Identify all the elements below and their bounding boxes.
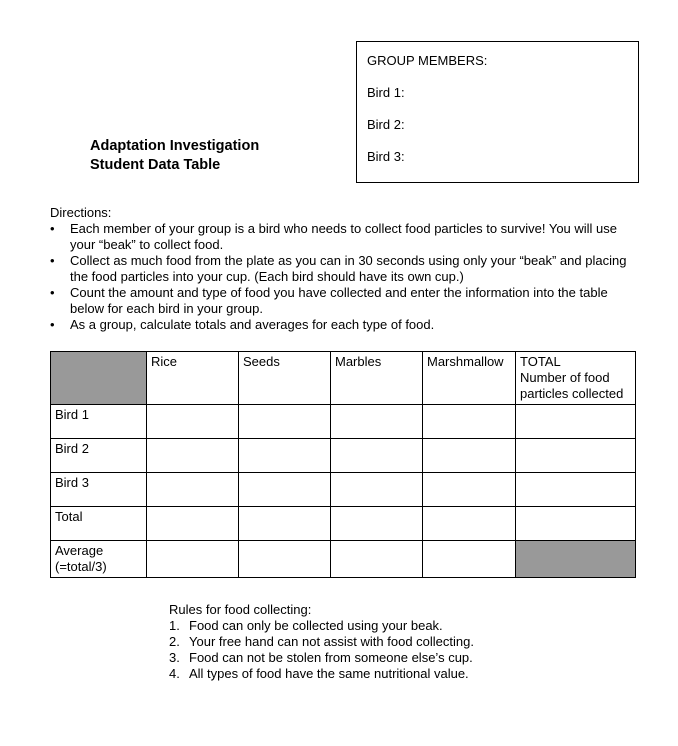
table-row: [51, 405, 636, 439]
rule-text: All types of food have the same nutritional value.: [189, 666, 469, 681]
table-row: [51, 507, 636, 541]
table-row: [51, 473, 636, 507]
rule-item: [169, 634, 474, 650]
data-cell[interactable]: [516, 439, 636, 473]
directions-heading: Directions:: [50, 205, 112, 220]
data-cell[interactable]: [331, 439, 423, 473]
rule-number: 1.: [169, 618, 180, 633]
row-label-total: Total: [51, 507, 147, 541]
header-rice: Rice: [147, 352, 239, 405]
data-cell[interactable]: [423, 405, 516, 439]
group-bird-3-label: Bird 3:: [367, 149, 405, 164]
bullet-icon: •: [50, 253, 55, 268]
header-total-title: TOTAL: [520, 354, 561, 369]
shaded-cell: [516, 541, 636, 578]
data-cell[interactable]: [516, 405, 636, 439]
rules-heading: Rules for food collecting:: [169, 602, 312, 617]
rule-number: 3.: [169, 650, 180, 665]
group-bird-2-label: Bird 2:: [367, 117, 405, 132]
rule-item: [169, 618, 474, 634]
data-cell[interactable]: [147, 473, 239, 507]
rules-list: [169, 618, 474, 682]
table-row: [51, 439, 636, 473]
group-members-box: [356, 41, 639, 183]
direction-text: Each member of your group is a bird who needs to collect food particles to survive! You will use your “beak” to collect food.: [70, 221, 618, 252]
table-header-row: [51, 352, 636, 405]
data-cell[interactable]: [147, 541, 239, 578]
average-label: Average: [55, 543, 104, 558]
data-cell[interactable]: [331, 507, 423, 541]
direction-item: [50, 285, 645, 317]
group-members-heading: GROUP MEMBERS:: [367, 53, 488, 68]
rules-section: [169, 602, 474, 682]
row-label-bird-2: Bird 2: [51, 439, 147, 473]
data-cell[interactable]: [147, 439, 239, 473]
direction-text: As a group, calculate totals and averages for each type of food.: [70, 317, 435, 332]
student-data-table: [50, 351, 636, 578]
table-row: [51, 541, 636, 578]
page-title: [90, 137, 259, 175]
data-cell[interactable]: [239, 473, 331, 507]
data-cell[interactable]: [331, 405, 423, 439]
rule-item: [169, 650, 474, 666]
data-cell[interactable]: [423, 541, 516, 578]
data-cell[interactable]: [239, 541, 331, 578]
data-cell[interactable]: [147, 507, 239, 541]
data-cell[interactable]: [331, 473, 423, 507]
directions-list: [50, 221, 645, 333]
rule-text: Food can only be collected using your beak.: [189, 618, 443, 633]
row-label-bird-3: Bird 3: [51, 473, 147, 507]
header-seeds: Seeds: [239, 352, 331, 405]
header-total: [516, 352, 636, 405]
header-marshmallow: Marshmallow: [423, 352, 516, 405]
rule-text: Food can not be stolen from someone else’s cup.: [189, 650, 473, 665]
group-bird-1-label: Bird 1:: [367, 85, 405, 100]
data-cell[interactable]: [239, 507, 331, 541]
bullet-icon: •: [50, 317, 55, 332]
directions-section: [50, 205, 645, 333]
title-line-1: Adaptation Investigation: [90, 138, 260, 154]
data-cell[interactable]: [516, 507, 636, 541]
row-label-bird-1: Bird 1: [51, 405, 147, 439]
data-cell[interactable]: [423, 439, 516, 473]
header-blank-cell: [51, 352, 147, 405]
bullet-icon: •: [50, 221, 55, 236]
bullet-icon: •: [50, 285, 55, 300]
data-cell[interactable]: [239, 439, 331, 473]
data-cell[interactable]: [423, 473, 516, 507]
direction-item: [50, 221, 645, 253]
direction-text: Collect as much food from the plate as you can in 30 seconds using only your “beak” and placing the food particles into your cup. (Each bird should have its own cup.): [70, 253, 627, 284]
direction-item: [50, 317, 645, 333]
average-formula: (=total/3): [55, 559, 107, 574]
data-cell[interactable]: [516, 473, 636, 507]
rule-text: Your free hand can not assist with food collecting.: [189, 634, 474, 649]
header-marbles: Marbles: [331, 352, 423, 405]
data-cell[interactable]: [239, 405, 331, 439]
header-total-desc: Number of food particles collected: [520, 370, 624, 401]
data-cell[interactable]: [331, 541, 423, 578]
row-label-average: [51, 541, 147, 578]
rule-number: 2.: [169, 634, 180, 649]
rule-number: 4.: [169, 666, 180, 681]
data-cell[interactable]: [147, 405, 239, 439]
direction-text: Count the amount and type of food you have collected and enter the information into the table below for each bird in your group.: [70, 285, 608, 316]
title-line-2: Student Data Table: [90, 157, 221, 173]
rule-item: [169, 666, 474, 682]
data-cell[interactable]: [423, 507, 516, 541]
direction-item: [50, 253, 645, 285]
